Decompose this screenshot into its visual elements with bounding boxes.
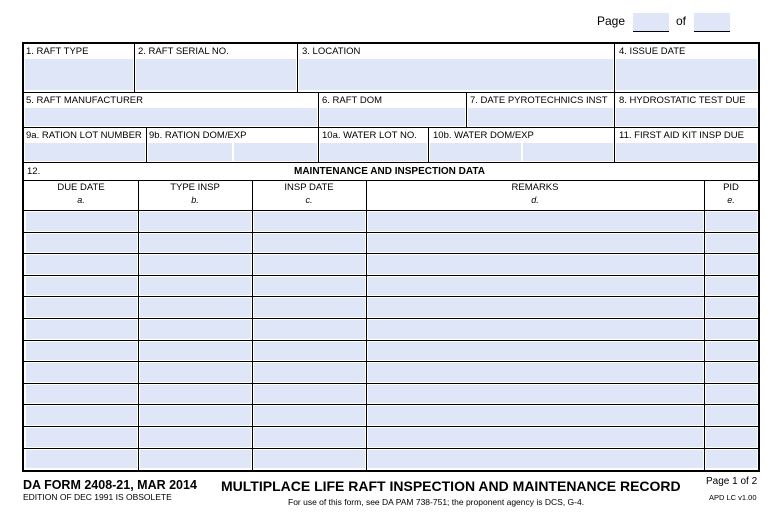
water-dom-input-1[interactable] bbox=[430, 143, 521, 161]
table-cell-remarks[interactable] bbox=[368, 406, 703, 425]
column-letter: b. bbox=[191, 195, 199, 205]
page-count: Page 1 of 2 bbox=[706, 476, 758, 487]
table-cell-insp-date[interactable] bbox=[254, 342, 365, 361]
column-letter: a. bbox=[77, 195, 85, 205]
raft-serial-input[interactable] bbox=[136, 59, 296, 90]
table-cell-insp-date[interactable] bbox=[254, 255, 365, 274]
table-cell-pid[interactable] bbox=[706, 450, 757, 469]
table-cell-due-date[interactable] bbox=[26, 406, 137, 425]
field-raft-manufacturer bbox=[24, 93, 318, 127]
field-label: 10b. WATER DOM/EXP bbox=[433, 130, 534, 141]
field-label: 3. LOCATION bbox=[302, 46, 361, 57]
table-cell-insp-date[interactable] bbox=[254, 234, 365, 253]
field-pyrotechnics bbox=[467, 93, 614, 127]
field-water-dom bbox=[429, 128, 614, 162]
edition-note: EDITION OF DEC 1991 IS OBSOLETE bbox=[23, 492, 172, 502]
section-number: 12. bbox=[27, 166, 41, 177]
table-cell-due-date[interactable] bbox=[26, 212, 137, 231]
table-cell-due-date[interactable] bbox=[26, 298, 137, 317]
table-cell-type-insp[interactable] bbox=[140, 363, 251, 382]
field-label: 2. RAFT SERIAL NO. bbox=[138, 46, 229, 57]
column-label: PID bbox=[723, 182, 739, 193]
table-cell-due-date[interactable] bbox=[26, 277, 137, 296]
table-cell-pid[interactable] bbox=[706, 298, 757, 317]
section-title: MAINTENANCE AND INSPECTION DATA bbox=[294, 166, 485, 177]
table-cell-remarks[interactable] bbox=[368, 234, 703, 253]
field-label: 6. RAFT DOM bbox=[322, 95, 382, 106]
column-label: REMARKS bbox=[511, 182, 559, 193]
field-label: 11. FIRST AID KIT INSP DUE bbox=[619, 130, 744, 141]
page-line bbox=[0, 0, 784, 40]
raft-type-input[interactable] bbox=[25, 59, 133, 90]
page-label: Page bbox=[597, 14, 626, 28]
column-letter: e. bbox=[727, 195, 735, 205]
table-cell-pid[interactable] bbox=[706, 234, 757, 253]
table-cell-type-insp[interactable] bbox=[140, 385, 251, 404]
table-cell-type-insp[interactable] bbox=[140, 298, 251, 317]
table-cell-pid[interactable] bbox=[706, 428, 757, 447]
of-label: of bbox=[676, 14, 687, 28]
field-location bbox=[298, 44, 614, 92]
form-id: DA FORM 2408-21, MAR 2014 bbox=[23, 478, 197, 492]
column-letter: c. bbox=[305, 195, 313, 205]
version: APD LC v1.00 bbox=[709, 493, 757, 502]
table-cell-remarks[interactable] bbox=[368, 212, 703, 231]
field-ration-dom bbox=[147, 128, 318, 162]
table-cell-pid[interactable] bbox=[706, 363, 757, 382]
table-cell-pid[interactable] bbox=[706, 385, 757, 404]
column-header-pid bbox=[704, 182, 758, 207]
field-label: 8. HYDROSTATIC TEST DUE bbox=[619, 95, 746, 106]
pyrotechnics-input[interactable] bbox=[468, 108, 613, 126]
footer bbox=[0, 473, 784, 517]
table-cell-pid[interactable] bbox=[706, 406, 757, 425]
table-cell-due-date[interactable] bbox=[26, 363, 137, 382]
table-cell-remarks[interactable] bbox=[368, 277, 703, 296]
water-lot-input[interactable] bbox=[320, 143, 427, 161]
table-cell-insp-date[interactable] bbox=[254, 450, 365, 469]
table-cell-type-insp[interactable] bbox=[140, 428, 251, 447]
raft-manufacturer-input[interactable] bbox=[25, 108, 317, 126]
field-label: 7. DATE PYROTECHNICS INST bbox=[470, 95, 608, 106]
ration-lot-input[interactable] bbox=[25, 143, 145, 161]
table-cell-due-date[interactable] bbox=[26, 450, 137, 469]
raft-dom-input[interactable] bbox=[320, 108, 465, 126]
field-label: 10a. WATER LOT NO. bbox=[322, 130, 417, 141]
column-header-remarks bbox=[366, 182, 704, 207]
table-cell-type-insp[interactable] bbox=[140, 212, 251, 231]
location-input[interactable] bbox=[299, 59, 613, 90]
field-raft-serial bbox=[135, 44, 297, 92]
table-cell-type-insp[interactable] bbox=[140, 255, 251, 274]
field-label: 9a. RATION LOT NUMBER bbox=[26, 130, 142, 141]
column-header-insp-date bbox=[252, 182, 366, 207]
table-cell-due-date[interactable] bbox=[26, 385, 137, 404]
table-cell-insp-date[interactable] bbox=[254, 428, 365, 447]
table-cell-type-insp[interactable] bbox=[140, 450, 251, 469]
table-cell-remarks[interactable] bbox=[368, 298, 703, 317]
table-cell-remarks[interactable] bbox=[368, 342, 703, 361]
table-cell-pid[interactable] bbox=[706, 277, 757, 296]
column-label: DUE DATE bbox=[57, 182, 105, 193]
table-cell-insp-date[interactable] bbox=[254, 212, 365, 231]
table-cell-due-date[interactable] bbox=[26, 342, 137, 361]
table-cell-due-date[interactable] bbox=[26, 320, 137, 339]
table-cell-type-insp[interactable] bbox=[140, 406, 251, 425]
form-title: MULTIPLACE LIFE RAFT INSPECTION AND MAINTENANCE RECORD bbox=[221, 478, 681, 494]
table-cell-remarks[interactable] bbox=[368, 255, 703, 274]
column-header-due-date bbox=[24, 182, 138, 207]
field-hydrostatic bbox=[615, 93, 758, 127]
column-label: TYPE INSP bbox=[170, 182, 220, 193]
first-aid-input[interactable] bbox=[616, 143, 757, 161]
column-letter: d. bbox=[531, 195, 539, 205]
table-cell-remarks[interactable] bbox=[368, 450, 703, 469]
table-cell-due-date[interactable] bbox=[26, 428, 137, 447]
field-ration-lot bbox=[24, 128, 146, 162]
table-cell-insp-date[interactable] bbox=[254, 385, 365, 404]
table-cell-due-date[interactable] bbox=[26, 234, 137, 253]
ration-dom-input-2[interactable] bbox=[234, 143, 317, 161]
table-cell-remarks[interactable] bbox=[368, 385, 703, 404]
field-water-lot bbox=[319, 128, 428, 162]
table-cell-remarks[interactable] bbox=[368, 428, 703, 447]
table-cell-pid[interactable] bbox=[706, 212, 757, 231]
table-cell-type-insp[interactable] bbox=[140, 277, 251, 296]
table-cell-pid[interactable] bbox=[706, 320, 757, 339]
column-header-type-insp bbox=[138, 182, 252, 207]
issue-date-input[interactable] bbox=[616, 59, 757, 90]
field-label: 5. RAFT MANUFACTURER bbox=[26, 95, 144, 106]
table-cell-pid[interactable] bbox=[706, 342, 757, 361]
field-label: 4. ISSUE DATE bbox=[619, 46, 686, 57]
table-cell-insp-date[interactable] bbox=[254, 298, 365, 317]
table-cell-remarks[interactable] bbox=[368, 363, 703, 382]
table-cell-type-insp[interactable] bbox=[140, 234, 251, 253]
field-label: 9b. RATION DOM/EXP bbox=[149, 130, 247, 141]
table-cell-insp-date[interactable] bbox=[254, 320, 365, 339]
total-pages-field[interactable] bbox=[694, 13, 730, 32]
table-cell-remarks[interactable] bbox=[368, 320, 703, 339]
column-label: INSP DATE bbox=[284, 182, 334, 193]
table-cell-insp-date[interactable] bbox=[254, 363, 365, 382]
table-cell-due-date[interactable] bbox=[26, 255, 137, 274]
field-raft-dom bbox=[319, 93, 466, 127]
table-cell-insp-date[interactable] bbox=[254, 406, 365, 425]
hydrostatic-input[interactable] bbox=[616, 108, 757, 126]
table-cell-insp-date[interactable] bbox=[254, 277, 365, 296]
table-cell-type-insp[interactable] bbox=[140, 320, 251, 339]
table-cell-type-insp[interactable] bbox=[140, 342, 251, 361]
field-issue-date bbox=[615, 44, 758, 92]
page-number-field[interactable] bbox=[633, 13, 669, 32]
instruction: For use of this form, see DA PAM 738-751; the proponent agency is DCS, G-4. bbox=[288, 497, 585, 507]
water-dom-input-2[interactable] bbox=[523, 143, 613, 161]
table-cell-pid[interactable] bbox=[706, 255, 757, 274]
field-label: 1. RAFT TYPE bbox=[26, 46, 89, 57]
field-first-aid bbox=[615, 128, 758, 162]
ration-dom-input-1[interactable] bbox=[148, 143, 232, 161]
field-raft-type bbox=[24, 44, 134, 92]
